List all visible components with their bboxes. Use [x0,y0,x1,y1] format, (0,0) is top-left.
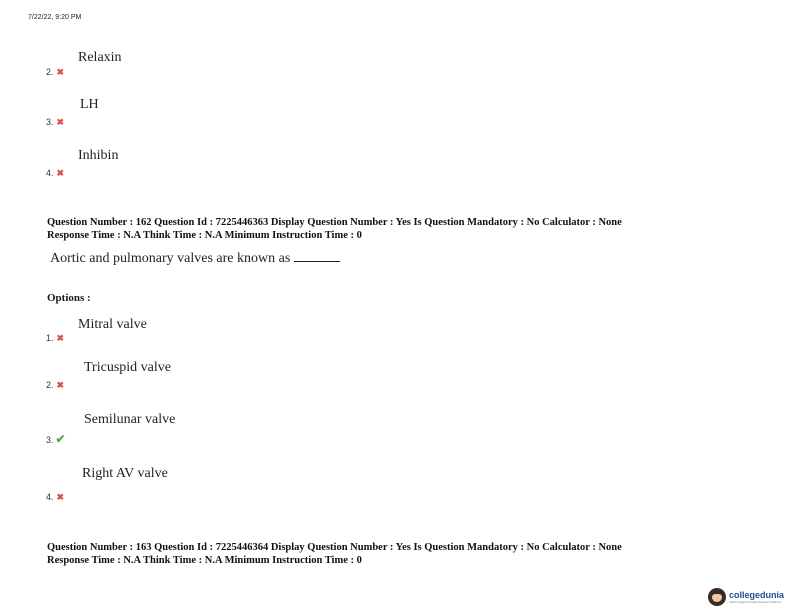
incorrect-icon: ✖ [56,67,65,77]
option-2-text: Tricuspid valve [84,360,171,375]
logo-name: collegedunia [728,590,784,600]
option-number: 4. [46,168,54,178]
option-3-marker [46,430,66,448]
option-2-marker [46,375,64,393]
option-3-text: Semilunar valve [84,412,176,427]
incorrect-icon: ✖ [56,380,65,390]
option-number: 2. [46,380,54,390]
option-1-text: Mitral valve [78,317,147,332]
incorrect-icon: ✖ [56,168,65,178]
prev-option-2-text: Relaxin [78,50,122,65]
option-number: 2. [46,67,54,77]
incorrect-icon: ✖ [56,117,65,127]
prev-option-4-marker [46,163,64,181]
student-face-icon [708,588,726,606]
question-162-meta-line1: Question Number : 162 Question Id : 7225446363 Display Question Number : Yes Is Question Mandatory : No Calculator : None [47,217,622,228]
timestamp: 7/22/22, 9:20 PM [28,14,82,21]
collegedunia-logo [708,588,784,606]
question-162-meta-line2: Response Time : N.A Think Time : N.A Minimum Instruction Time : 0 [47,230,362,241]
question-text: Aortic and pulmonary valves are known as [50,251,291,266]
option-4-text: Right AV valve [82,466,168,481]
incorrect-icon: ✖ [56,492,65,502]
prev-option-3-text: LH [80,97,99,112]
option-4-marker [46,487,64,505]
options-label: Options : [47,292,91,304]
prev-option-3-marker [46,112,64,130]
option-1-marker [46,328,64,346]
checkmark-icon: ✔ [55,432,66,446]
option-number: 1. [46,333,54,343]
prev-option-2-marker [46,62,64,80]
option-number: 3. [46,117,54,127]
incorrect-icon: ✖ [56,333,65,343]
answer-blank [294,251,340,262]
option-number: 3. [46,435,54,445]
option-number: 4. [46,492,54,502]
logo-tagline: India's largest Student Review Platform [728,600,782,604]
question-163-meta-line1: Question Number : 163 Question Id : 7225446364 Display Question Number : Yes Is Question Mandatory : No Calculator : None [47,542,622,553]
question-163-meta-line2: Response Time : N.A Think Time : N.A Minimum Instruction Time : 0 [47,555,362,566]
prev-option-4-text: Inhibin [78,148,119,163]
question-162-text [50,251,340,267]
